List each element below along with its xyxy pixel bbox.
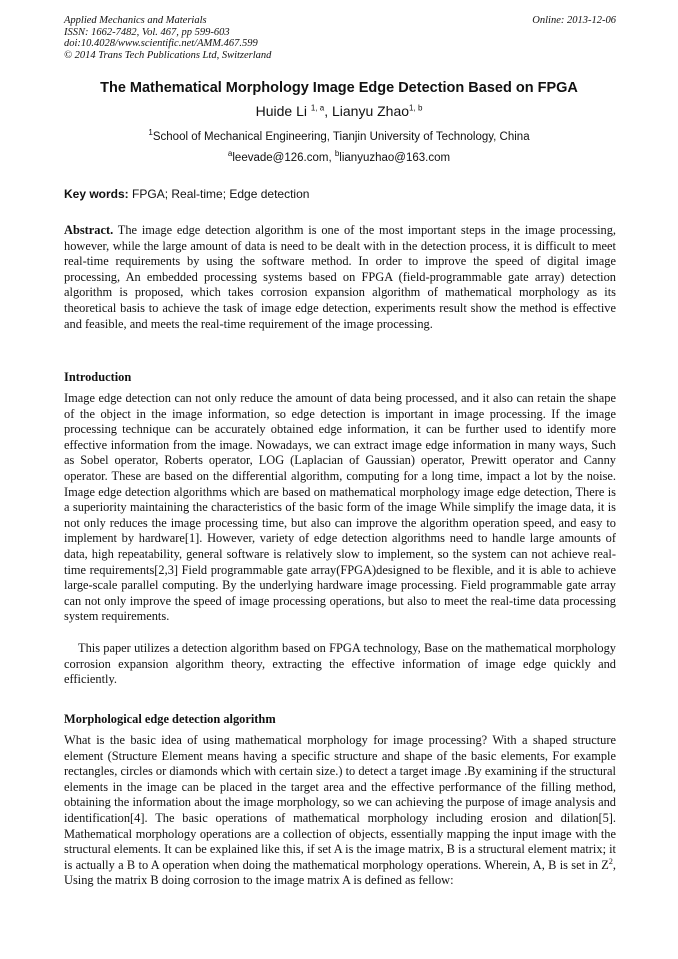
issn-line: ISSN: 1662-7482, Vol. 467, pp 599-603 [64,26,230,38]
introduction-paragraph [64,391,616,625]
email-link[interactable]: lianyuzhao@163.com [339,152,451,164]
section-heading-morphology: Morphological edge detection algorithm [64,712,276,726]
email-mark: a [227,149,233,159]
abstract-text: The image edge detection algorithm is one of the most important steps in the image processing, however, while the large amount of data is need to be dealt with in the detection process, it is difficult to meet real-time requirements by using the software method. In order to improve the speed of digital image processing, An embedded processing systems based on FPGA (field-programmable gate array) detection algorithm is proposed, which takes corrosion expansion algorithm of mathematical morphology as its theoretical basis to achieve the task of image edge detection, experiments result show the method is effective and feasible, and meets the real-time requirement of the image processing. [64,223,616,331]
paper-title: The Mathematical Morphology Image Edge Detection Based on FPGA [100,80,578,96]
author-affil-mark: 1, a [310,103,325,113]
journal-name: Applied Mechanics and Materials [64,15,207,26]
paragraph-text: What is the basic idea of using mathematical morphology for image processing? With a shaped structure element (Structure Element means having a specific structure and shape of the basic elements, For example rectangles, circles or diamonds which with certain size.) to detect a target image .By examining if the structural elements in the image can be placed in the target area and the effective performance of the filling method, obtaining the information about the image morphology, so we can achieving the purpose of image analysis and identification[4]. The basic operations of mathematical morphology including erosion and dilation[5]. Mathematical morphology operations are a collection of objects, essentially mapping the input image with the structural elements. It can be explained like this, if set A is the image matrix, B is a structural element matrix; it is actually a B to A operation when doing the mathematical morphology operations. Wherein, A, B is set in Z [64,733,616,872]
journal-header [64,15,616,61]
superscript: 2 [608,856,613,866]
email-mark: b [334,149,340,159]
keywords-label: Key words: [64,187,129,201]
affiliation [0,128,678,143]
author-emails [0,149,678,164]
keywords [64,187,616,201]
copyright-line: © 2014 Trans Tech Publications Ltd, Switzerland [64,49,272,61]
affil-mark: 1 [148,128,153,138]
author-separator: , [324,103,332,119]
introduction-paragraph [64,641,616,688]
abstract-label: Abstract. [64,223,114,237]
paragraph-text: Image edge detection can not only reduce the amount of data being processed, and it also can retain the shape of the object in the image information, so edge detection is important in image processing. If the image processing technique can be accurately obtained edge information, it can be further used to identify more effective information from the image. Nowadays, we can extract image edge information in many ways, Such as Sobel operator, Roberts operator, LOG (Laplacian of Gaussian) operator, Prewitt operator and Canny operator. These are based on the differential algorithm, computing for a long time, impact a lot by the noise. Image edge detection algorithms which are based on mathematical morphology image edge detection, There is a superiority maintaining the characteristics of the basic form of the image While simplify the image data, it is not only reduces the image processing time, but also can improve the algorithm operation speed, and easy to implement by hardware[1]. However, variety of edge detection algorithms need to handle large amounts of data, high repeatability, general software is relatively slow to implement, so the system can not achieve real-time requirements[2,3] Field programmable gate array(FPGA)designed to be flexible, and it is able to achieve large-scale parallel computing. By the underlying hardware image processing. Field programmable gate array can not only improve the speed of image processing operations, but also to meet the real-time data processing system requirements. [64,391,616,624]
affiliation-text: School of Mechanical Engineering, Tianjin University of Technology, China [152,131,530,143]
morphology-paragraph [64,733,616,889]
paragraph-text: This paper utilizes a detection algorithm based on FPGA technology, Base on the mathematical morphology corrosion expansion algorithm theory, extracting the effective information of image edge quickly and efficiently. [64,641,616,687]
email-link[interactable]: leevade@126.com, [232,152,335,164]
author-line [0,103,678,119]
paragraph-text: , Using the matrix B doing corrosion to the image matrix A is defined as fellow: [64,857,616,888]
doi-line: doi:10.4028/www.scientific.net/AMM.467.599 [64,38,258,49]
author-name: Huide Li [255,103,307,119]
section-heading-introduction: Introduction [64,370,132,384]
online-date: Online: 2013-12-06 [532,15,616,26]
author-name: Lianyu Zhao [331,103,410,119]
keywords-text: FPGA; Real-time; Edge detection [128,187,310,201]
author-affil-mark: 1, b [409,103,423,113]
abstract [64,223,616,332]
